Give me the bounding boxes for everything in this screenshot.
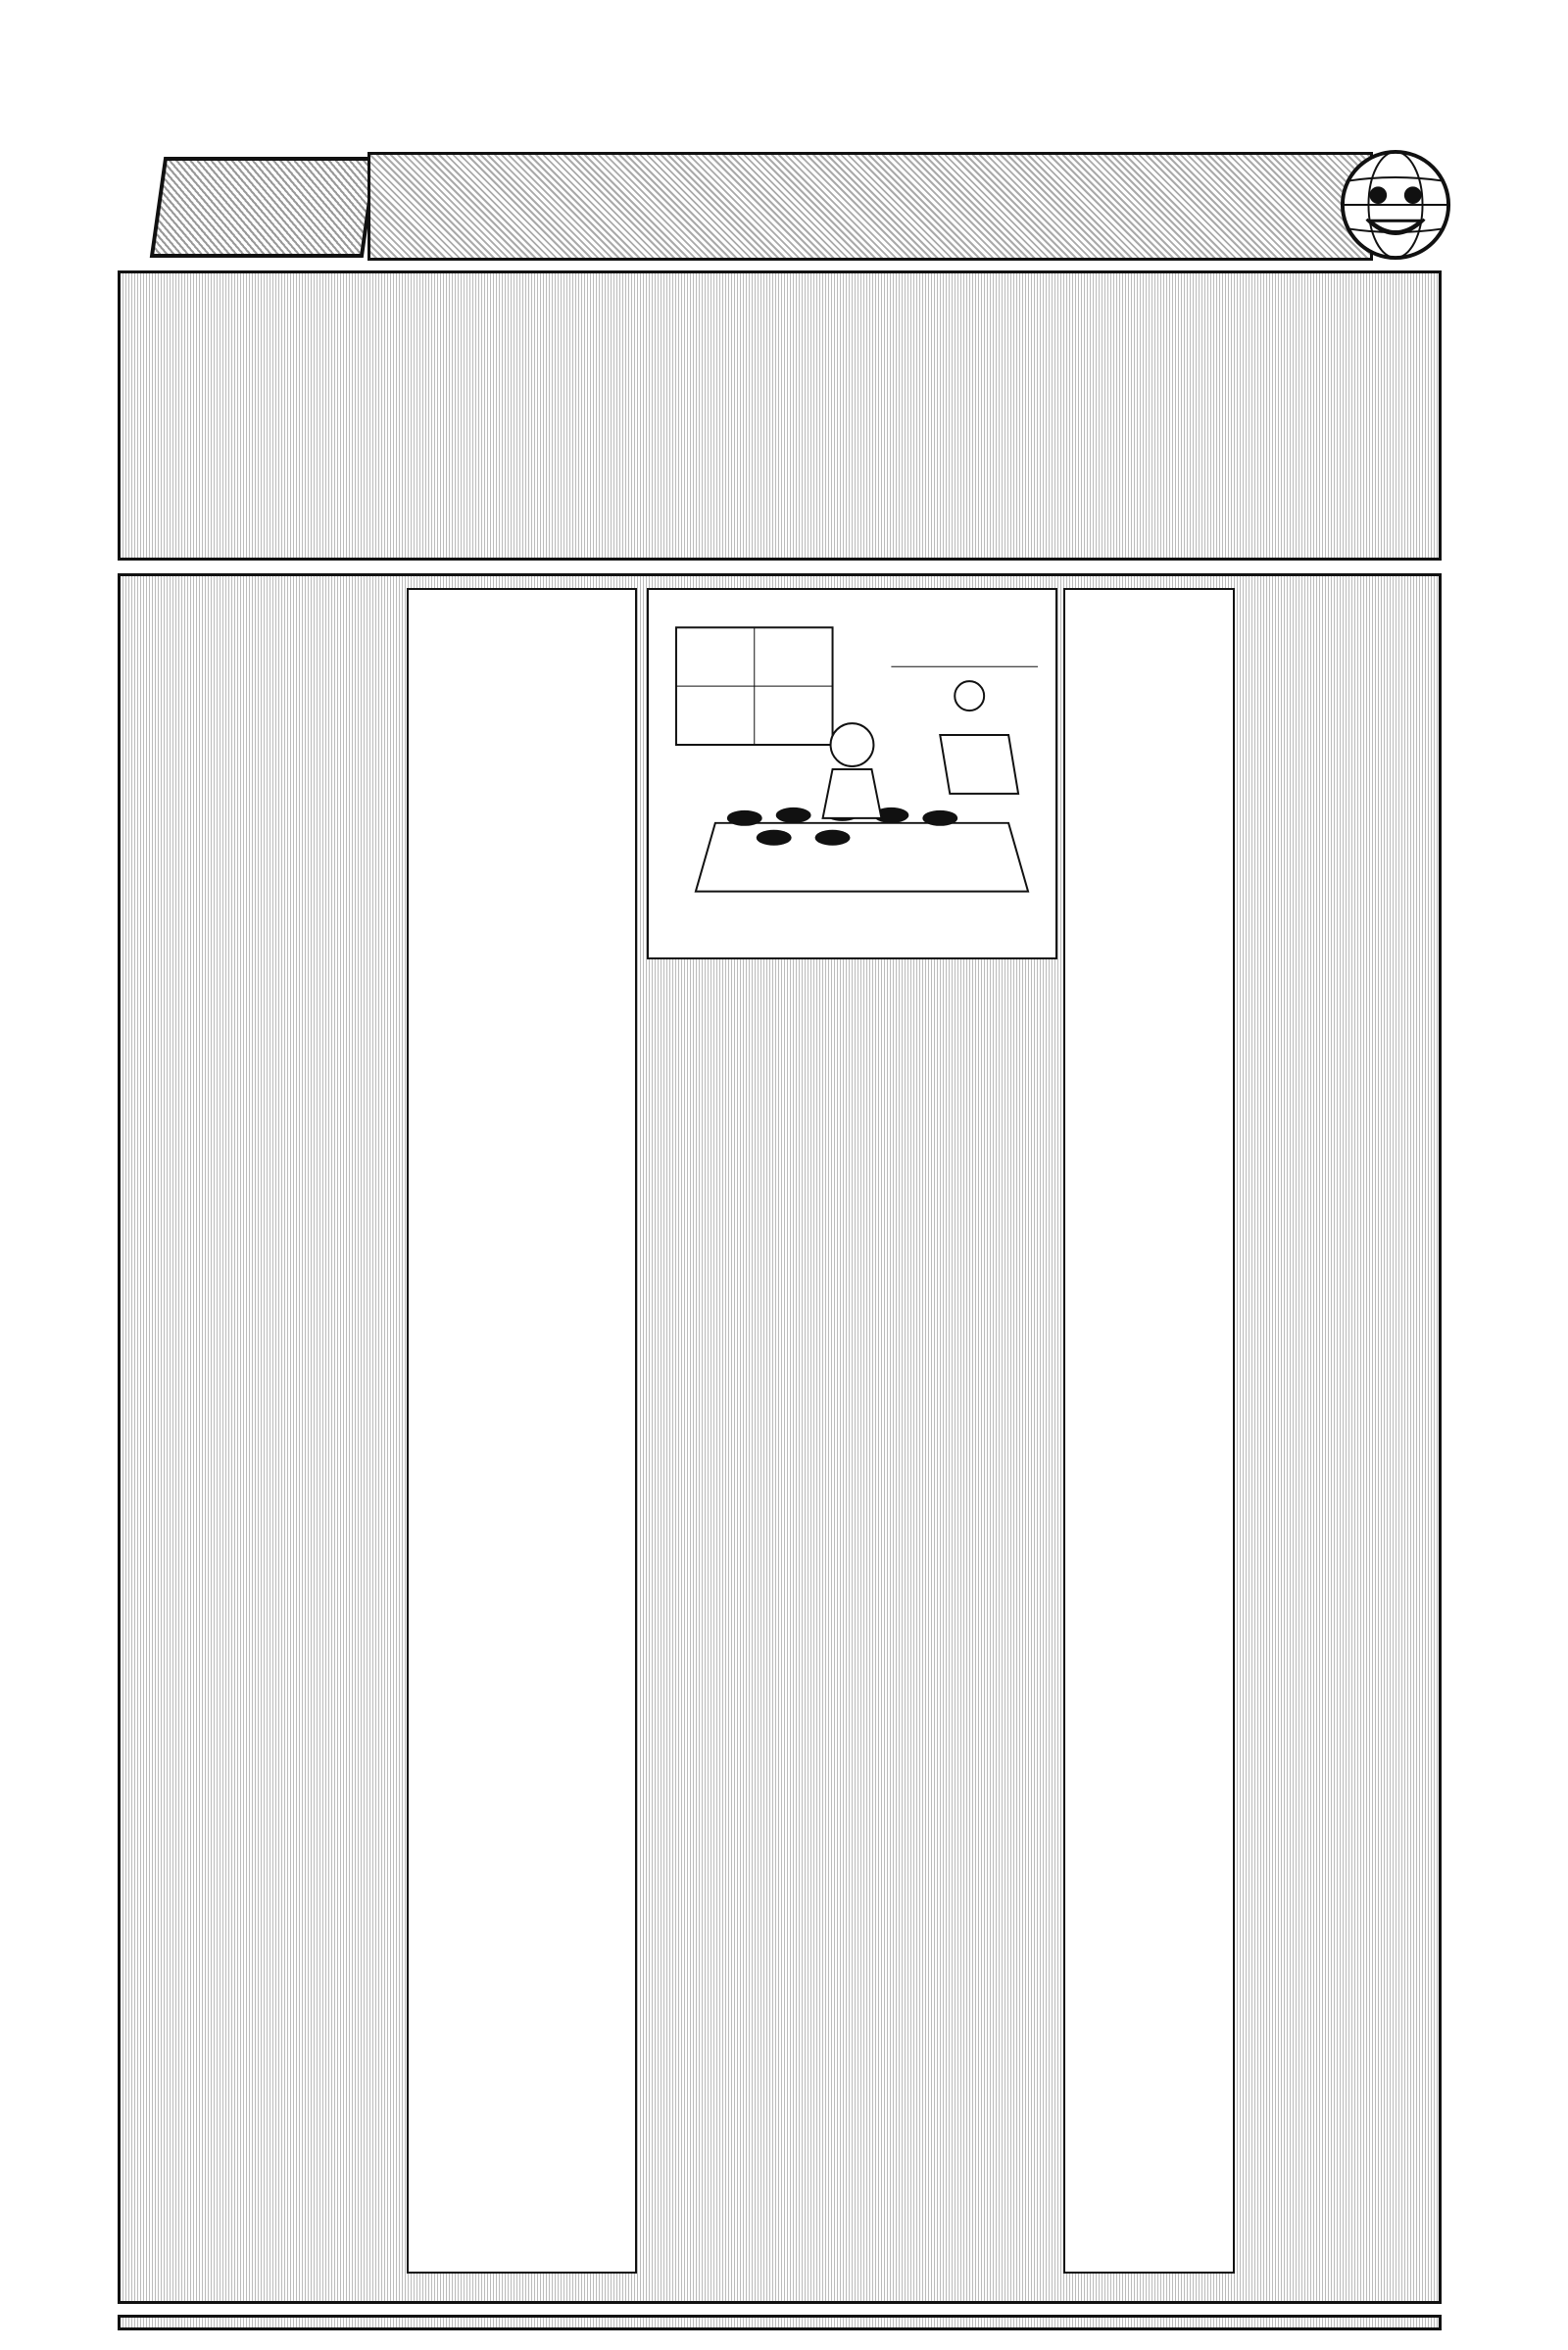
bottom-strip-frame <box>118 2315 1442 2330</box>
brand-badge <box>150 157 377 258</box>
anecdotes-column-right <box>1063 588 1235 2274</box>
top-strip-frame <box>118 270 1442 561</box>
masthead <box>157 147 1421 269</box>
smiling-globe-icon <box>1338 147 1453 263</box>
anecdotes-column-left <box>407 588 637 2274</box>
cartoon-telephones-drawing <box>657 598 1048 902</box>
cartoon-panel-eironeia <box>647 588 1057 959</box>
page-title <box>368 152 1373 261</box>
